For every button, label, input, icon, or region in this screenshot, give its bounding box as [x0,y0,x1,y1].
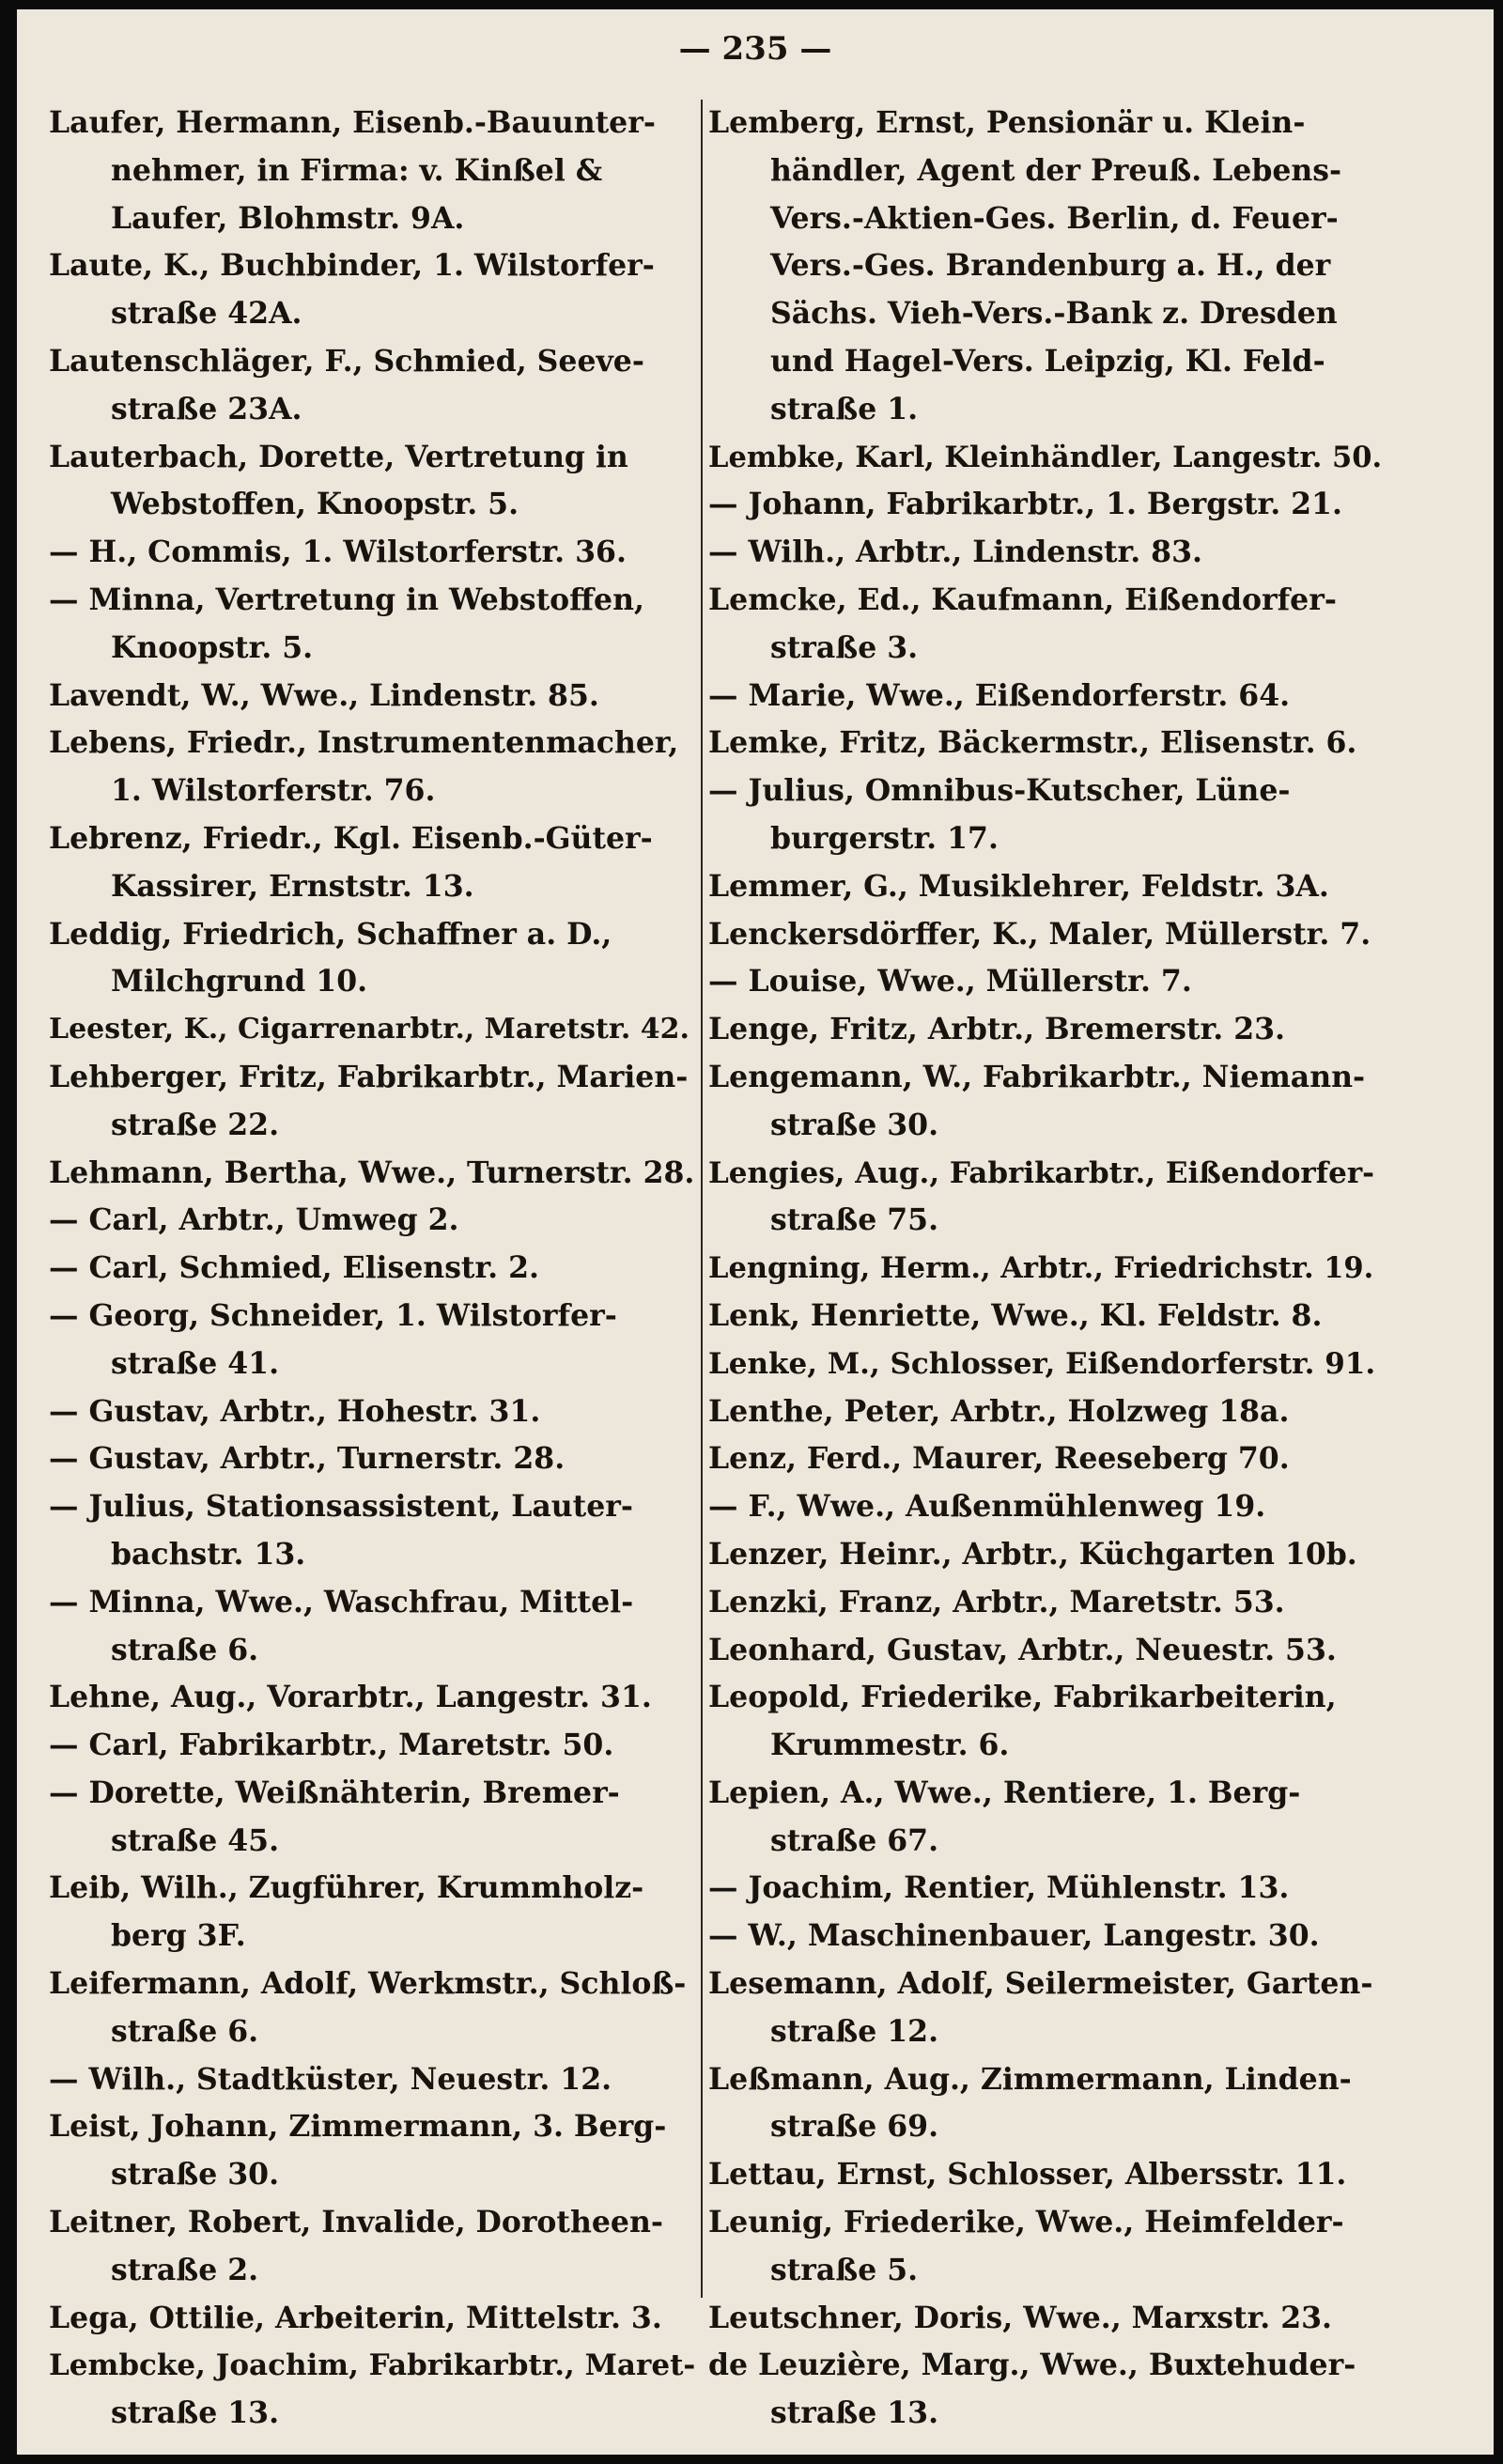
entry-line: Leopold, Friederike, Fabrikarbeiterin, [708,1680,1337,1715]
entry-line: — Georg, Schneider, 1. Wilstorfer- [49,1297,617,1333]
entry-line: Lemberg, Ernst, Pensionär u. Klein- [708,105,1306,140]
entry-continuation-line: straße 69. [770,2109,939,2145]
entry-line: Lengies, Aug., Fabrikarbtr., Eißendorfer- [708,1155,1375,1190]
entry-line: — Carl, Arbtr., Umweg 2. [49,1202,459,1238]
entry-line: Lemke, Fritz, Bäckermstr., Elisenstr. 6. [708,725,1357,761]
entry-continuation-line: Vers.-Aktien-Ges. Berlin, d. Feuer- [770,200,1339,236]
entry-line: Laute, K., Buchbinder, 1. Wilstorfer- [49,248,655,284]
entry-line: Lettau, Ernst, Schlosser, Albersstr. 11. [708,2157,1347,2193]
entry-line: Lautenschläger, F., Schmied, Seeve- [49,343,644,379]
left-column [49,100,697,2438]
entry-line: Lengning, Herm., Arbtr., Friedrichstr. 19. [708,1251,1374,1286]
entry-line: — W., Maschinenbauer, Langestr. 30. [708,1918,1320,1954]
entry-continuation-line: straße 42A. [111,296,302,332]
entry-continuation-line: straße 41. [111,1345,280,1381]
entry-continuation-line: straße 13. [111,2395,280,2431]
entry-continuation-line: straße 30. [770,1107,939,1142]
entry-line: Lenthe, Peter, Arbtr., Holzweg 18a. [708,1393,1290,1429]
entry-line: — Minna, Vertretung in Webstoffen, [49,581,644,617]
entry-continuation-line: straße 13. [770,2395,939,2431]
entry-line: Leester, K., Cigarrenarbtr., Maretstr. 42. [49,1013,690,1046]
entry-continuation-line: burgerstr. 17. [770,820,999,856]
entry-line: Leutschner, Doris, Wwe., Marxstr. 23. [708,2300,1333,2335]
entry-continuation-line: bachstr. 13. [111,1536,306,1572]
entry-line: Lenke, M., Schlosser, Eißendorferstr. 91. [708,1346,1376,1381]
entry-line: Leonhard, Gustav, Arbtr., Neuestr. 53. [708,1632,1337,1667]
entry-continuation-line: straße 75. [770,1202,939,1238]
entry-line: Leib, Wilh., Zugführer, Krummholz- [49,1870,644,1906]
entry-line: Lehne, Aug., Vorarbtr., Langestr. 31. [49,1680,652,1715]
entry-continuation-line: händler, Agent der Preuß. Lebens- [770,152,1342,188]
entry-line: Lega, Ottilie, Arbeiterin, Mittelstr. 3. [49,2300,662,2335]
entry-line: Lenge, Fritz, Arbtr., Bremerstr. 23. [708,1012,1286,1047]
entry-line: Leifermann, Adolf, Werkmstr., Schloß- [49,1966,687,2002]
entry-line: — Minna, Wwe., Waschfrau, Mittel- [49,1584,634,1619]
entry-line: Laufer, Hermann, Eisenb.-Bauunter- [49,105,656,140]
entry-line: Lepien, A., Wwe., Rentiere, 1. Berg- [708,1774,1301,1810]
entry-continuation-line: nehmer, in Firma: v. Kinßel & [111,152,603,188]
entry-continuation-line: Sächs. Vieh-Vers.-Bank z. Dresden [770,296,1338,332]
entry-line: Lebens, Friedr., Instrumentenmacher, [49,725,679,761]
entry-continuation-line: straße 1. [770,391,919,426]
entry-line: Lehberger, Fritz, Fabrikarbtr., Marien- [49,1059,689,1094]
entry-continuation-line: straße 6. [111,2013,259,2049]
entry-continuation-line: und Hagel-Vers. Leipzig, Kl. Feld- [770,343,1325,379]
entry-line: — H., Commis, 1. Wilstorferstr. 36. [49,535,627,570]
entry-continuation-line: straße 23A. [111,391,302,426]
entry-line: — Louise, Wwe., Müllerstr. 7. [708,964,1192,1000]
entry-line: — Wilh., Stadtküster, Neuestr. 12. [49,2061,612,2097]
entry-continuation-line: Vers.-Ges. Brandenburg a. H., der [770,248,1331,284]
entry-line: — Dorette, Weißnähterin, Bremer- [49,1774,620,1810]
entry-line: Lesemann, Adolf, Seilermeister, Garten- [708,1966,1373,2002]
entry-line: de Leuzière, Marg., Wwe., Buxtehuder- [708,2348,1356,2383]
entry-line: — Marie, Wwe., Eißendorferstr. 64. [708,677,1291,713]
entry-line: Lenz, Ferd., Maurer, Reeseberg 70. [708,1441,1290,1477]
right-column [708,100,1383,2438]
entry-line: Lemcke, Ed., Kaufmann, Eißendorfer- [708,581,1337,617]
entry-continuation-line: berg 3F. [111,1918,246,1954]
entry-line: Leßmann, Aug., Zimmermann, Linden- [708,2061,1352,2097]
entry-line: Lehmann, Bertha, Wwe., Turnerstr. 28. [49,1155,695,1190]
entry-line: Leunig, Friederike, Wwe., Heimfelder- [708,2205,1344,2240]
entry-continuation-line: Krummestr. 6. [770,1728,1010,1763]
entry-line: — Carl, Schmied, Elisenstr. 2. [49,1250,539,1286]
directory-page [17,9,1494,2455]
entry-line: — Julius, Stationsassistent, Lauter- [49,1489,633,1525]
entry-line: Lembcke, Joachim, Fabrikarbtr., Maret- [49,2348,696,2383]
column-divider [701,100,703,2298]
page-number: — 235 — [678,30,832,68]
entry-line: Lenzki, Franz, Arbtr., Maretstr. 53. [708,1584,1285,1619]
entry-line: Lebrenz, Friedr., Kgl. Eisenb.-Güter- [49,820,653,856]
entry-line: Lenk, Henriette, Wwe., Kl. Feldstr. 8. [708,1297,1323,1333]
entry-line: — Joachim, Rentier, Mühlenstr. 13. [708,1870,1290,1906]
entry-line: Leddig, Friedrich, Schaffner a. D., [49,916,612,952]
entry-line: — Johann, Fabrikarbtr., 1. Bergstr. 21. [708,487,1342,522]
entry-continuation-line: Knoopstr. 5. [111,629,314,665]
entry-continuation-line: Laufer, Blohmstr. 9A. [111,200,465,236]
entry-continuation-line: straße 6. [111,1632,259,1667]
entry-continuation-line: Milchgrund 10. [111,964,368,1000]
entry-line: — Julius, Omnibus-Kutscher, Lüne- [708,773,1291,809]
entry-line: Lengemann, W., Fabrikarbtr., Niemann- [708,1059,1366,1094]
entry-line: Lauterbach, Dorette, Vertretung in [49,439,628,474]
entry-line: Lemmer, G., Musiklehrer, Feldstr. 3A. [708,868,1329,904]
entry-line: Lembke, Karl, Kleinhändler, Langestr. 50. [708,440,1383,474]
entry-continuation-line: 1. Wilstorferstr. 76. [111,773,436,809]
entry-continuation-line: straße 30. [111,2157,280,2193]
entry-line: — Carl, Fabrikarbtr., Maretstr. 50. [49,1728,614,1763]
entry-continuation-line: straße 22. [111,1107,280,1142]
entry-continuation-line: straße 67. [770,1822,939,1858]
entry-line: — Gustav, Arbtr., Turnerstr. 28. [49,1441,566,1477]
entry-continuation-line: straße 3. [770,629,919,665]
entry-line: Lavendt, W., Wwe., Lindenstr. 85. [49,677,599,713]
entry-continuation-line: Webstoffen, Knoopstr. 5. [111,487,519,522]
entry-line: — Gustav, Arbtr., Hohestr. 31. [49,1393,541,1429]
entry-line: Leitner, Robert, Invalide, Dorotheen- [49,2205,663,2240]
entry-line: — F., Wwe., Außenmühlenweg 19. [708,1489,1266,1525]
entry-continuation-line: straße 2. [111,2252,259,2287]
entry-line: — Wilh., Arbtr., Lindenstr. 83. [708,535,1202,570]
entry-continuation-line: straße 12. [770,2013,939,2049]
entry-line: Lenzer, Heinr., Arbtr., Küchgarten 10b. [708,1536,1357,1572]
entry-line: Lenckersdörffer, K., Maler, Müllerstr. 7. [708,916,1371,952]
entry-continuation-line: straße 45. [111,1822,280,1858]
entry-continuation-line: Kassirer, Ernststr. 13. [111,868,474,904]
entry-line: Leist, Johann, Zimmermann, 3. Berg- [49,2109,667,2145]
entry-continuation-line: straße 5. [770,2252,919,2287]
